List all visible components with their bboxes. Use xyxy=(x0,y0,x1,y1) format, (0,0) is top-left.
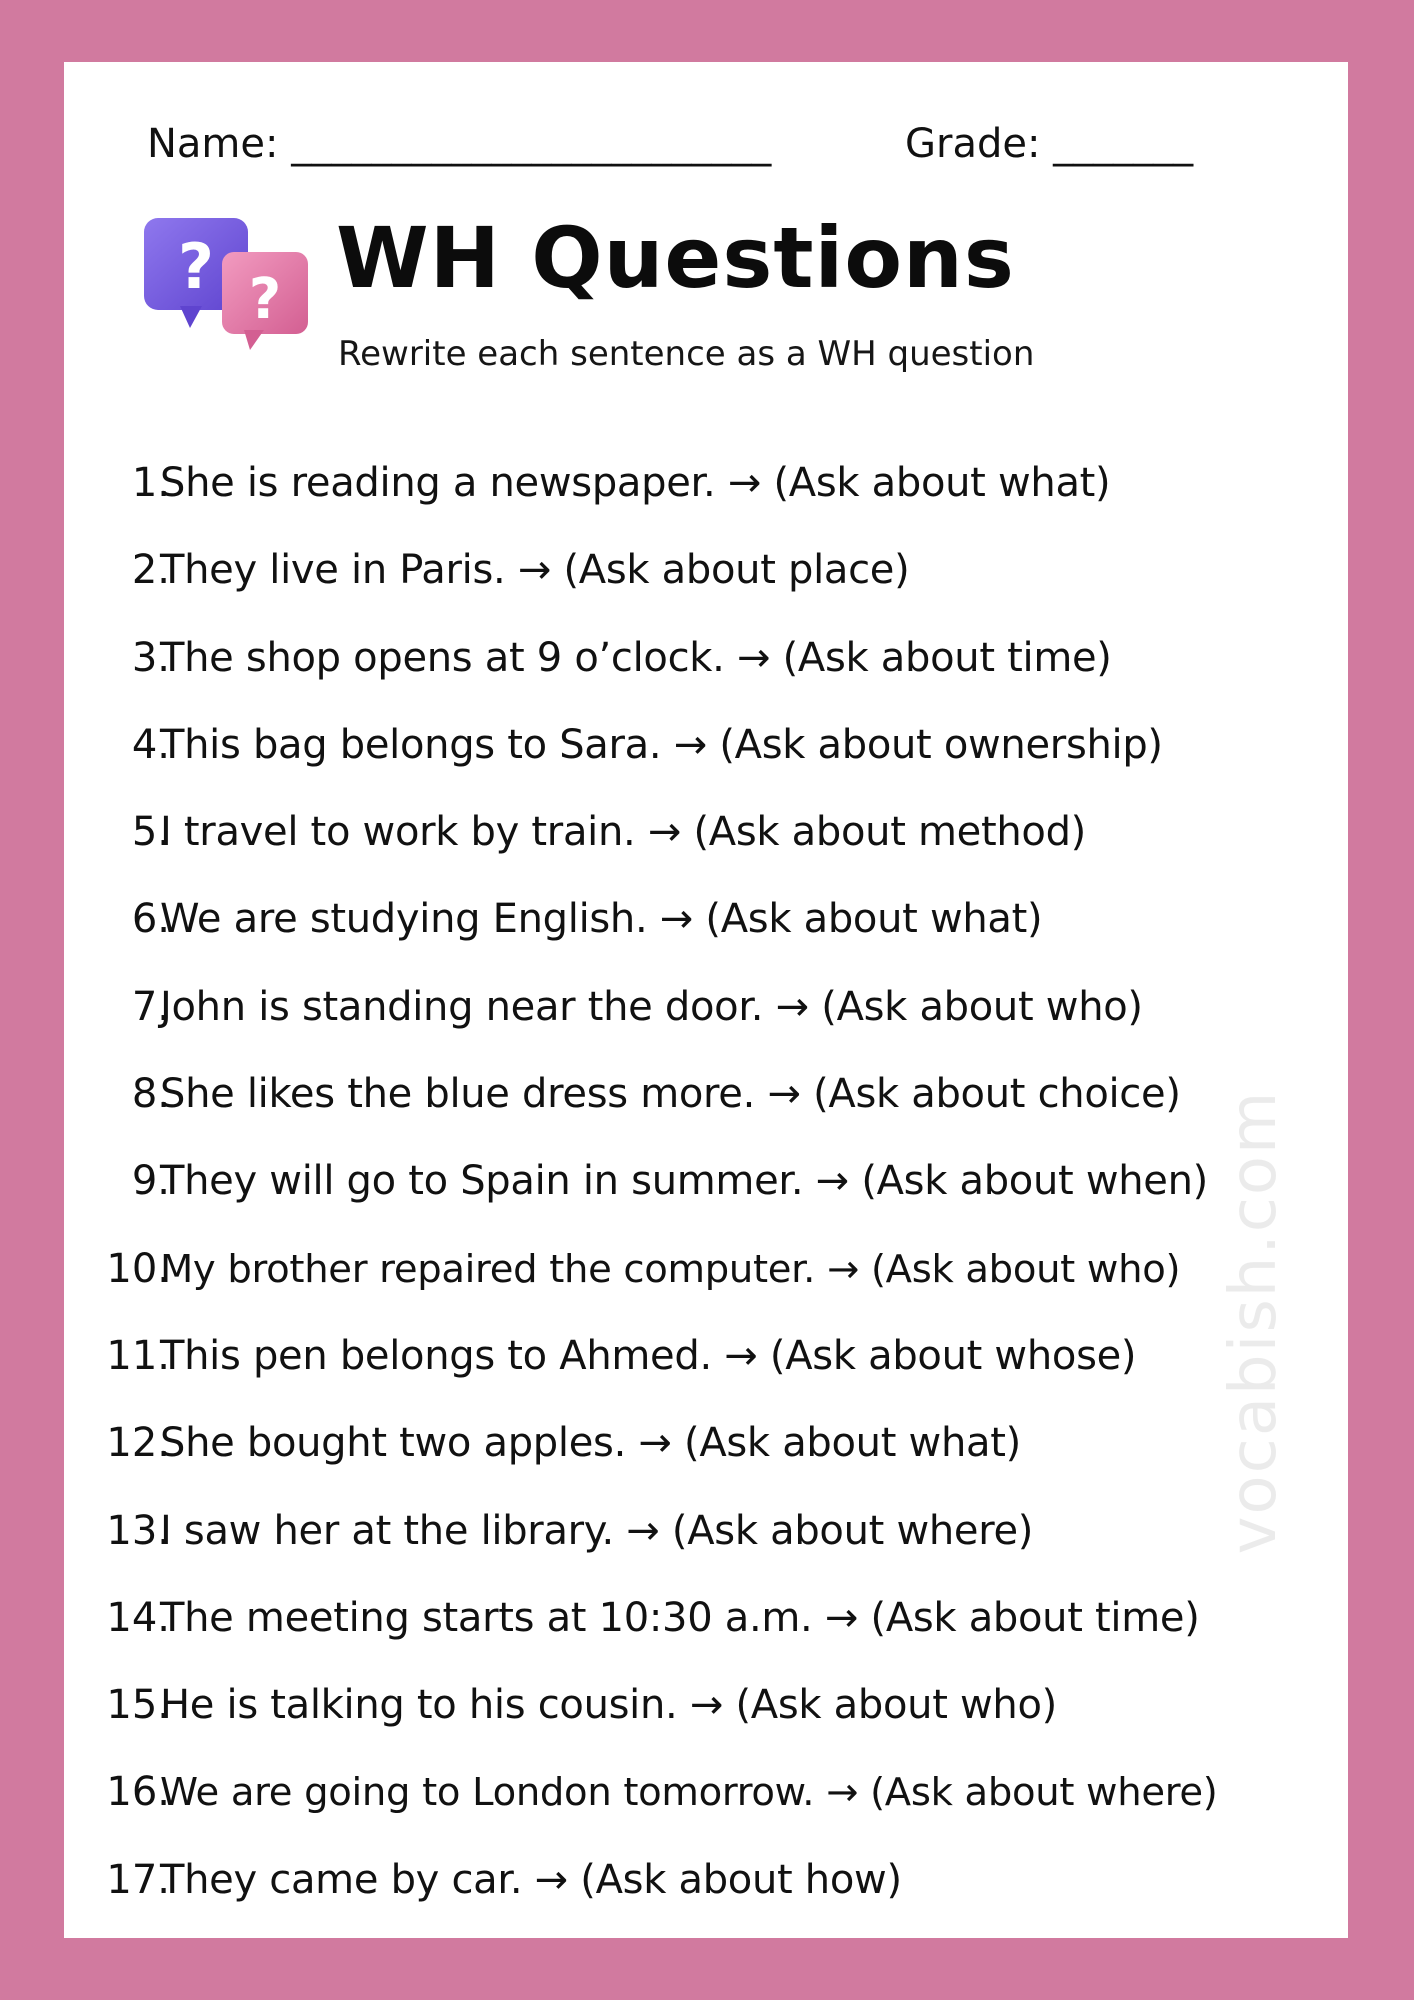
svg-text:?: ? xyxy=(248,267,282,332)
question-number: 7. xyxy=(131,983,170,1030)
question-item xyxy=(64,1488,1348,1575)
question-text: This pen belongs to Ahmed. → (Ask about whose) xyxy=(160,1332,1137,1379)
watermark: vocabish.com xyxy=(1217,1089,1291,1555)
question-list xyxy=(64,440,1348,1924)
question-text: She bought two apples. → (Ask about what) xyxy=(160,1420,1021,1467)
question-item xyxy=(64,789,1348,876)
question-number: 10. xyxy=(106,1245,170,1292)
question-item xyxy=(64,964,1348,1051)
question-text: She is reading a newspaper. → (Ask about what) xyxy=(160,460,1111,506)
question-number: 11. xyxy=(106,1332,170,1379)
svg-text:?: ? xyxy=(178,230,214,303)
question-item xyxy=(64,1138,1348,1225)
question-number: 16. xyxy=(106,1769,170,1816)
question-item xyxy=(64,1575,1348,1662)
question-number: 3. xyxy=(131,634,170,681)
question-number: 1. xyxy=(131,460,170,506)
question-number: 8. xyxy=(131,1071,170,1118)
question-number: 5. xyxy=(131,809,170,856)
question-number: 9. xyxy=(131,1158,170,1205)
question-number: 2. xyxy=(131,547,170,594)
question-text: We are studying English. → (Ask about what) xyxy=(160,896,1043,943)
question-number: 4. xyxy=(131,721,170,768)
question-text: I travel to work by train. → (Ask about method) xyxy=(160,809,1086,856)
question-item xyxy=(64,1313,1348,1400)
question-number: 12. xyxy=(106,1420,170,1467)
question-number: 6. xyxy=(131,896,170,943)
question-item xyxy=(64,1749,1348,1836)
question-item xyxy=(64,440,1348,527)
name-field[interactable]: Name: ________________________ xyxy=(147,121,772,167)
question-item xyxy=(64,876,1348,963)
question-item xyxy=(64,527,1348,614)
question-number: 15. xyxy=(106,1682,170,1729)
question-item xyxy=(64,1400,1348,1487)
question-text: They came by car. → (Ask about how) xyxy=(160,1856,902,1903)
grade-field[interactable]: Grade: _______ xyxy=(905,121,1194,167)
question-text: They live in Paris. → (Ask about place) xyxy=(160,547,910,594)
question-text: John is standing near the door. → (Ask about who) xyxy=(160,983,1143,1030)
question-item xyxy=(64,1662,1348,1749)
question-number: 13. xyxy=(106,1507,170,1554)
question-text: He is talking to his cousin. → (Ask about who) xyxy=(160,1682,1057,1729)
question-text: I saw her at the library. → (Ask about where) xyxy=(160,1507,1034,1554)
question-speech-bubbles-icon xyxy=(140,216,310,352)
question-text: My brother repaired the computer. → (Ask about who) xyxy=(160,1246,1181,1292)
question-text: The shop opens at 9 o’clock. → (Ask about time) xyxy=(160,634,1112,681)
question-text: We are going to London tomorrow. → (Ask about where) xyxy=(160,1770,1218,1816)
question-text: The meeting starts at 10:30 a.m. → (Ask about time) xyxy=(160,1594,1200,1641)
question-text: She likes the blue dress more. → (Ask about choice) xyxy=(160,1071,1181,1118)
question-text: They will go to Spain in summer. → (Ask about when) xyxy=(160,1158,1208,1205)
header-row xyxy=(147,114,1277,174)
worksheet-sheet xyxy=(64,62,1348,1938)
question-number: 17. xyxy=(106,1856,170,1903)
question-item xyxy=(64,615,1348,702)
question-text: This bag belongs to Sara. → (Ask about ownership) xyxy=(160,721,1163,768)
question-item xyxy=(64,702,1348,789)
page-title: WH Questions xyxy=(336,209,1015,307)
question-item xyxy=(64,1837,1348,1924)
page-subtitle: Rewrite each sentence as a WH question xyxy=(338,334,1035,374)
question-number: 14. xyxy=(106,1594,170,1641)
question-item xyxy=(64,1051,1348,1138)
question-item xyxy=(64,1226,1348,1313)
